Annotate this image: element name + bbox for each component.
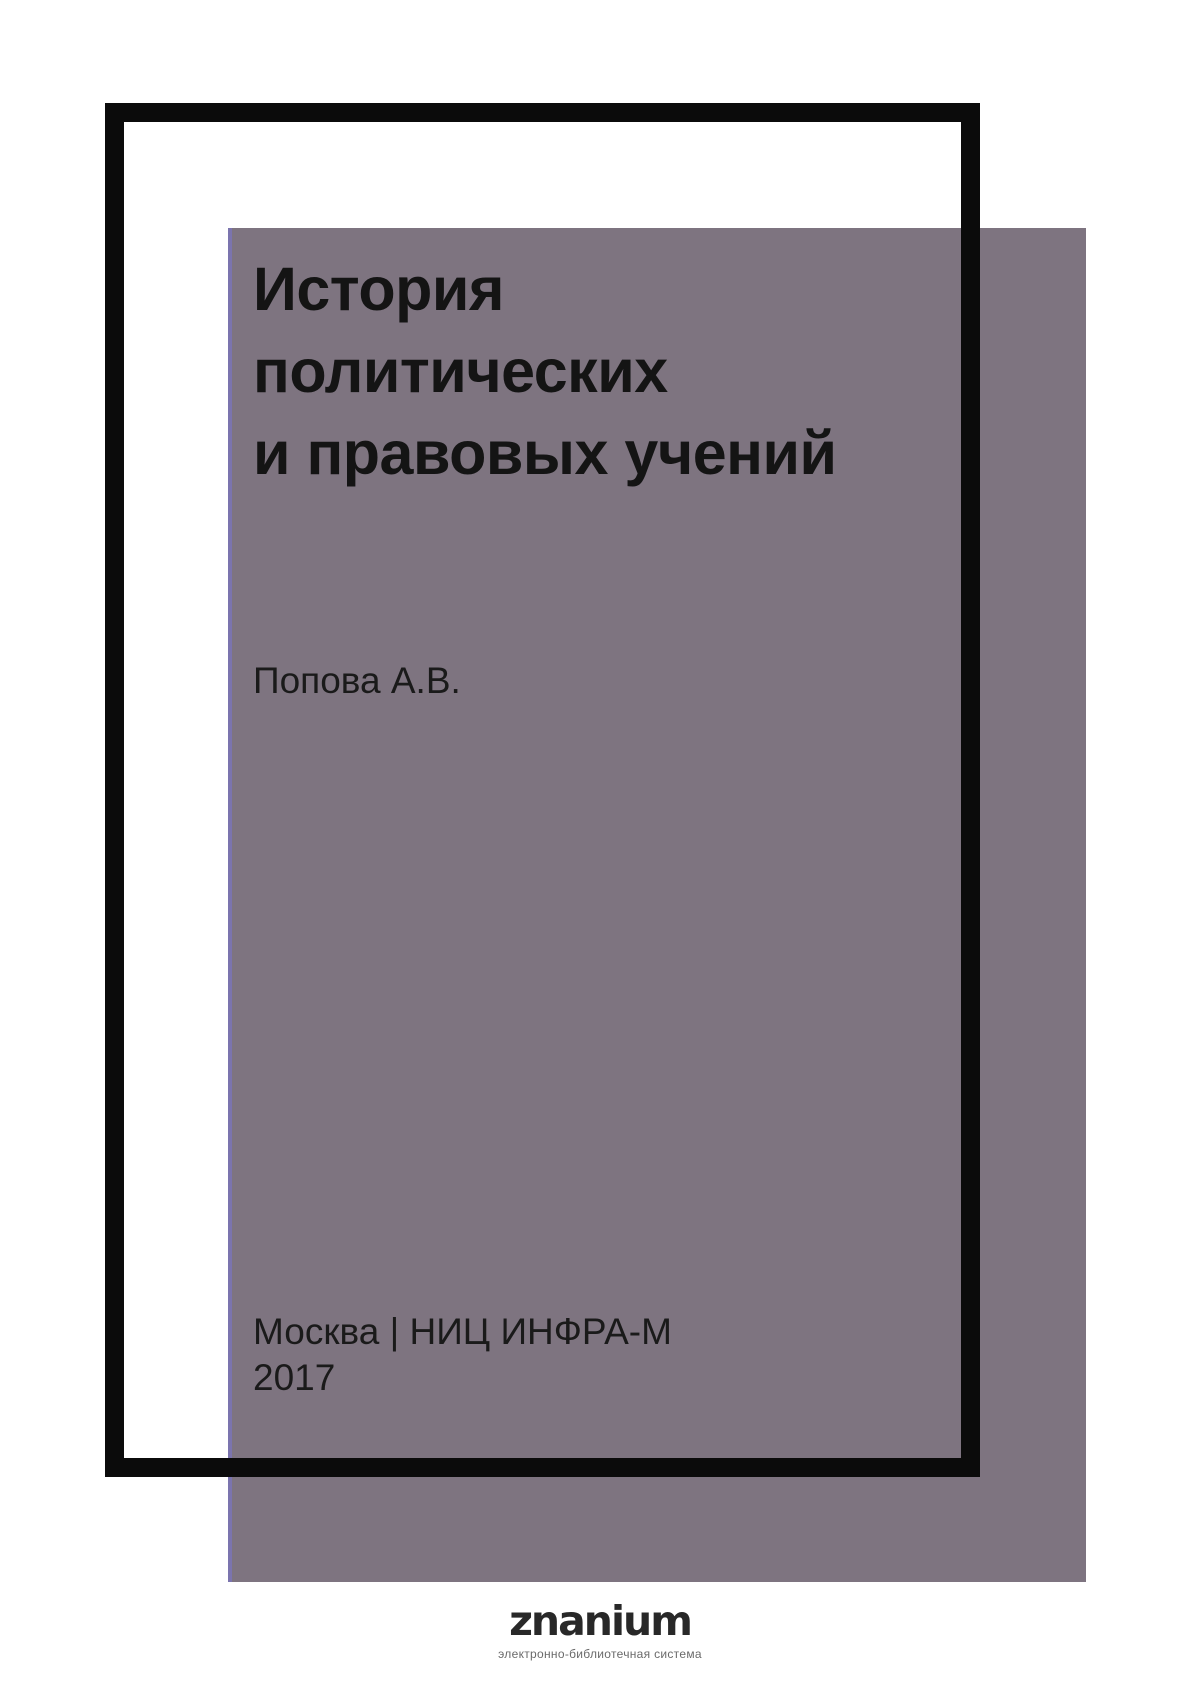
book-title (253, 248, 837, 494)
imprint-year: 2017 (253, 1357, 336, 1398)
book-title-line-3: и правовых учений (253, 419, 837, 487)
znanium-logo (0, 1597, 1200, 1661)
author-name: Попова А.В. (253, 660, 461, 701)
book-title-line-2: политических (253, 337, 668, 405)
znanium-tagline: электронно-библиотечная система (498, 1647, 702, 1661)
imprint-city-publisher: Москва | НИЦ ИНФРА-М (253, 1311, 672, 1352)
book-title-line-1: История (253, 255, 504, 323)
znanium-wordmark: znanium (509, 1597, 691, 1645)
imprint (253, 1309, 672, 1401)
